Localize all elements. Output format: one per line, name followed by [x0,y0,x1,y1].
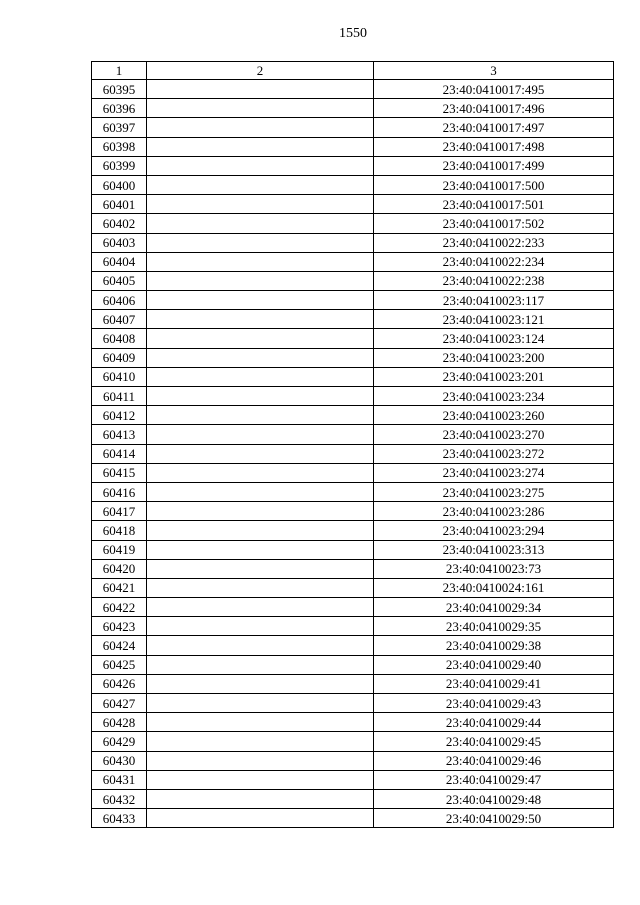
row-number-cell: 60396 [92,99,147,118]
row-number-cell: 60402 [92,214,147,233]
table-row [92,271,614,290]
row-number-cell: 60427 [92,694,147,713]
cadastral-number-cell: 23:40:0410023:124 [374,329,614,348]
table-row [92,540,614,559]
empty-cell [147,617,374,636]
table-row [92,521,614,540]
cadastral-number-cell: 23:40:0410029:34 [374,598,614,617]
cadastral-number-cell: 23:40:0410023:121 [374,310,614,329]
table-row [92,463,614,482]
table-body [92,80,614,828]
table-row [92,444,614,463]
cadastral-number-cell: 23:40:0410022:234 [374,252,614,271]
cadastral-number-cell: 23:40:0410022:233 [374,233,614,252]
table-row [92,233,614,252]
row-number-cell: 60425 [92,655,147,674]
row-number-cell: 60420 [92,559,147,578]
row-number-cell: 60400 [92,175,147,194]
empty-cell [147,387,374,406]
row-number-cell: 60413 [92,425,147,444]
table-row [92,598,614,617]
cadastral-number-cell: 23:40:0410023:201 [374,367,614,386]
empty-cell [147,540,374,559]
row-number-cell: 60403 [92,233,147,252]
row-number-cell: 60423 [92,617,147,636]
empty-cell [147,482,374,501]
cadastral-number-cell: 23:40:0410017:502 [374,214,614,233]
cadastral-number-cell: 23:40:0410023:200 [374,348,614,367]
table-header [92,62,614,80]
empty-cell [147,233,374,252]
table-row [92,732,614,751]
cadastral-number-cell: 23:40:0410029:45 [374,732,614,751]
table-row [92,80,614,99]
cadastral-number-cell: 23:40:0410023:286 [374,502,614,521]
row-number-cell: 60408 [92,329,147,348]
table-row [92,770,614,789]
table-row [92,617,614,636]
cadastral-number-cell: 23:40:0410023:275 [374,482,614,501]
table-row [92,809,614,828]
page-number: 1550 [339,26,367,41]
cadastral-number-cell: 23:40:0410017:499 [374,156,614,175]
cadastral-number-cell: 23:40:0410029:38 [374,636,614,655]
table-row [92,578,614,597]
table-row [92,348,614,367]
table-row [92,674,614,693]
table-row [92,252,614,271]
row-number-cell: 60397 [92,118,147,137]
empty-cell [147,99,374,118]
empty-cell [147,137,374,156]
cadastral-number-cell: 23:40:0410017:500 [374,175,614,194]
empty-cell [147,809,374,828]
cadastral-number-cell: 23:40:0410023:272 [374,444,614,463]
row-number-cell: 60399 [92,156,147,175]
cadastral-number-cell: 23:40:0410017:496 [374,99,614,118]
registry-table [91,61,614,828]
row-number-cell: 60412 [92,406,147,425]
cadastral-number-cell: 23:40:0410023:274 [374,463,614,482]
row-number-cell: 60405 [92,271,147,290]
empty-cell [147,252,374,271]
empty-cell [147,713,374,732]
table-row [92,156,614,175]
row-number-cell: 60419 [92,540,147,559]
table-row [92,291,614,310]
header-row [92,62,614,80]
row-number-cell: 60416 [92,482,147,501]
row-number-cell: 60424 [92,636,147,655]
cadastral-number-cell: 23:40:0410024:161 [374,578,614,597]
cadastral-number-cell: 23:40:0410023:294 [374,521,614,540]
empty-cell [147,329,374,348]
row-number-cell: 60398 [92,137,147,156]
table-row [92,137,614,156]
empty-cell [147,770,374,789]
table-row [92,367,614,386]
row-number-cell: 60431 [92,770,147,789]
empty-cell [147,463,374,482]
cadastral-number-cell: 23:40:0410017:495 [374,80,614,99]
empty-cell [147,444,374,463]
empty-cell [147,655,374,674]
empty-cell [147,271,374,290]
empty-cell [147,348,374,367]
table-row [92,406,614,425]
row-number-cell: 60404 [92,252,147,271]
cadastral-number-cell: 23:40:0410029:35 [374,617,614,636]
table-row [92,329,614,348]
cadastral-number-cell: 23:40:0410029:48 [374,789,614,808]
table-row [92,713,614,732]
empty-cell [147,310,374,329]
empty-cell [147,636,374,655]
empty-cell [147,406,374,425]
cadastral-number-cell: 23:40:0410022:238 [374,271,614,290]
empty-cell [147,118,374,137]
empty-cell [147,175,374,194]
table-row [92,99,614,118]
cadastral-number-cell: 23:40:0410023:260 [374,406,614,425]
empty-cell [147,195,374,214]
empty-cell [147,156,374,175]
row-number-cell: 60429 [92,732,147,751]
row-number-cell: 60410 [92,367,147,386]
empty-cell [147,214,374,233]
table-row [92,559,614,578]
row-number-cell: 60428 [92,713,147,732]
empty-cell [147,502,374,521]
cadastral-number-cell: 23:40:0410023:73 [374,559,614,578]
row-number-cell: 60401 [92,195,147,214]
table-row [92,214,614,233]
table-row [92,636,614,655]
row-number-cell: 60421 [92,578,147,597]
cadastral-number-cell: 23:40:0410017:497 [374,118,614,137]
table-row [92,482,614,501]
row-number-cell: 60418 [92,521,147,540]
row-number-cell: 60407 [92,310,147,329]
empty-cell [147,732,374,751]
row-number-cell: 60422 [92,598,147,617]
row-number-cell: 60414 [92,444,147,463]
empty-cell [147,291,374,310]
table-row [92,118,614,137]
cadastral-number-cell: 23:40:0410029:40 [374,655,614,674]
cadastral-number-cell: 23:40:0410029:44 [374,713,614,732]
cadastral-number-cell: 23:40:0410029:41 [374,674,614,693]
table-row [92,387,614,406]
table-row [92,425,614,444]
table-row [92,175,614,194]
table-row [92,502,614,521]
empty-cell [147,559,374,578]
empty-cell [147,674,374,693]
cadastral-number-cell: 23:40:0410023:234 [374,387,614,406]
row-number-cell: 60432 [92,789,147,808]
table-row [92,310,614,329]
table-row [92,789,614,808]
table-row [92,751,614,770]
table-row [92,694,614,713]
cadastral-number-cell: 23:40:0410023:117 [374,291,614,310]
empty-cell [147,80,374,99]
row-number-cell: 60430 [92,751,147,770]
cadastral-number-cell: 23:40:0410017:498 [374,137,614,156]
empty-cell [147,694,374,713]
header-cell-2: 2 [147,62,374,80]
cadastral-number-cell: 23:40:0410029:43 [374,694,614,713]
empty-cell [147,367,374,386]
header-cell-1: 1 [92,62,147,80]
empty-cell [147,751,374,770]
table-row [92,195,614,214]
empty-cell [147,425,374,444]
row-number-cell: 60426 [92,674,147,693]
row-number-cell: 60433 [92,809,147,828]
empty-cell [147,578,374,597]
cadastral-number-cell: 23:40:0410029:46 [374,751,614,770]
row-number-cell: 60406 [92,291,147,310]
row-number-cell: 60395 [92,80,147,99]
row-number-cell: 60415 [92,463,147,482]
empty-cell [147,789,374,808]
row-number-cell: 60411 [92,387,147,406]
cadastral-number-cell: 23:40:0410029:47 [374,770,614,789]
cadastral-number-cell: 23:40:0410017:501 [374,195,614,214]
row-number-cell: 60417 [92,502,147,521]
table-row [92,655,614,674]
cadastral-number-cell: 23:40:0410023:270 [374,425,614,444]
header-cell-3: 3 [374,62,614,80]
empty-cell [147,598,374,617]
cadastral-number-cell: 23:40:0410029:50 [374,809,614,828]
empty-cell [147,521,374,540]
cadastral-number-cell: 23:40:0410023:313 [374,540,614,559]
row-number-cell: 60409 [92,348,147,367]
